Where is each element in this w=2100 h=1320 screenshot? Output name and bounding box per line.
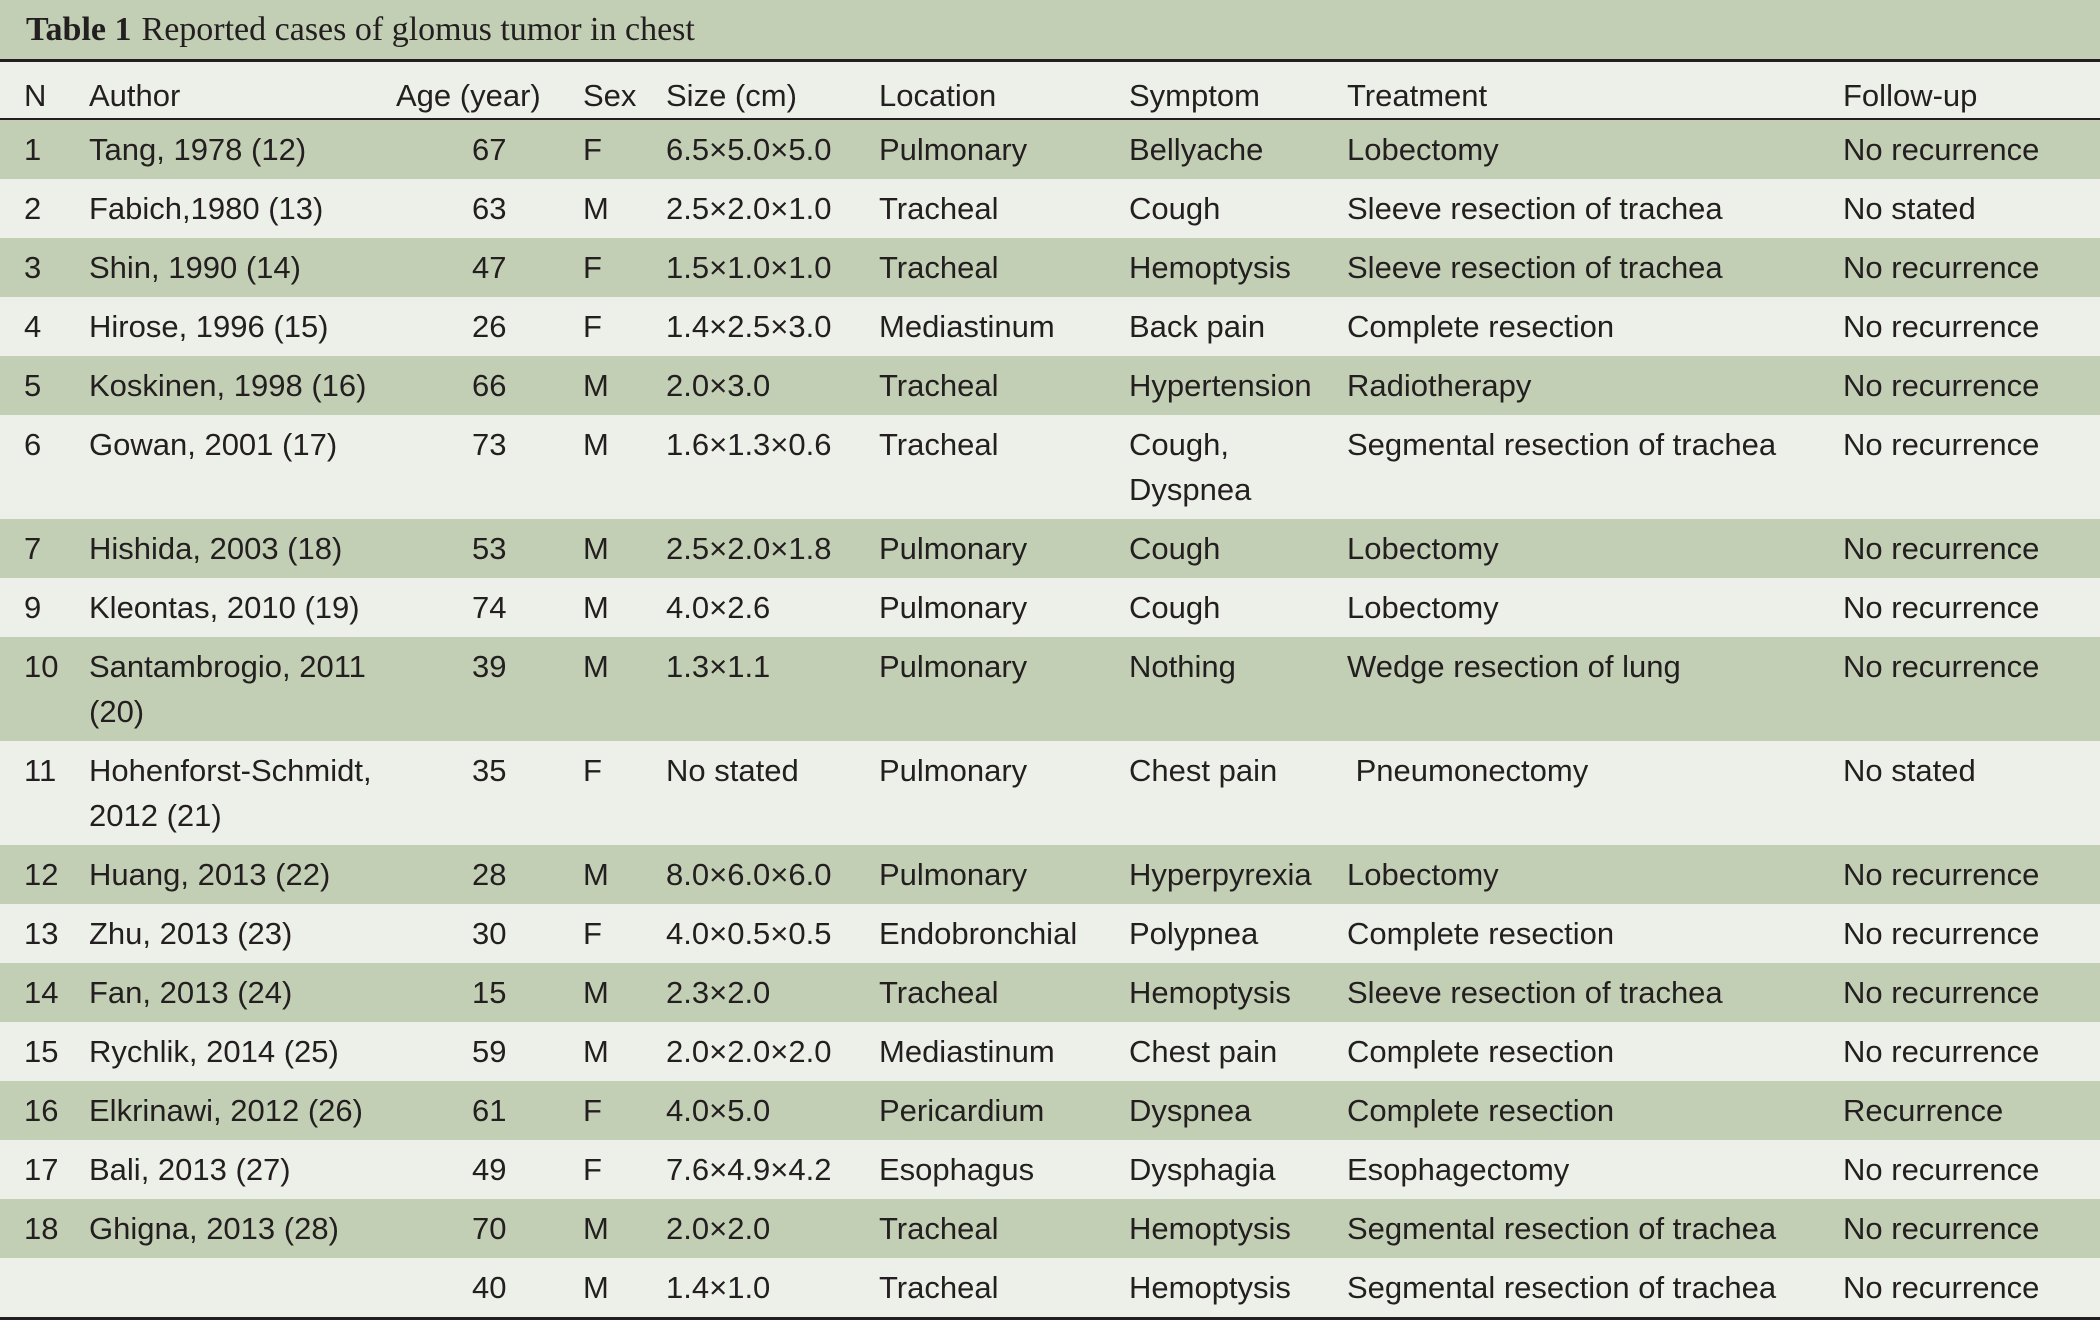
cell-symptom: Cough bbox=[1129, 578, 1347, 637]
cell-size: 7.6×4.9×4.2 bbox=[666, 1140, 879, 1199]
cell-author: Gowan, 2001 (17) bbox=[89, 415, 396, 519]
cell-age: 70 bbox=[396, 1199, 583, 1258]
cell-age: 39 bbox=[396, 637, 583, 741]
cell-size: 8.0×6.0×6.0 bbox=[666, 845, 879, 904]
cell-n: 7 bbox=[0, 519, 89, 578]
cell-symptom: Hemoptysis bbox=[1129, 963, 1347, 1022]
cell-follow-up: No recurrence bbox=[1843, 1022, 2100, 1081]
cell-author: Hohenforst-Schmidt, 2012 (21) bbox=[89, 741, 396, 845]
cell-sex: F bbox=[583, 297, 666, 356]
cell-size: 2.0×3.0 bbox=[666, 356, 879, 415]
cell-treatment: Lobectomy bbox=[1347, 119, 1843, 179]
cell-location: Endobronchial bbox=[879, 904, 1129, 963]
cell-location: Tracheal bbox=[879, 1199, 1129, 1258]
cell-sex: M bbox=[583, 1022, 666, 1081]
cell-follow-up: No recurrence bbox=[1843, 356, 2100, 415]
cell-symptom: Cough bbox=[1129, 179, 1347, 238]
cell-sex: M bbox=[583, 578, 666, 637]
cell-follow-up: No stated bbox=[1843, 741, 2100, 845]
cell-sex: M bbox=[583, 1199, 666, 1258]
cell-size: 1.5×1.0×1.0 bbox=[666, 238, 879, 297]
cell-follow-up: No recurrence bbox=[1843, 119, 2100, 179]
cell-treatment: Complete resection bbox=[1347, 1022, 1843, 1081]
cell-treatment: Complete resection bbox=[1347, 297, 1843, 356]
cell-n: 9 bbox=[0, 578, 89, 637]
cell-age: 74 bbox=[396, 578, 583, 637]
table-row bbox=[0, 904, 2100, 963]
cell-symptom: Polypnea bbox=[1129, 904, 1347, 963]
table-row bbox=[0, 1199, 2100, 1258]
cell-sex: F bbox=[583, 1081, 666, 1140]
cell-sex: F bbox=[583, 1140, 666, 1199]
cell-location: Pulmonary bbox=[879, 119, 1129, 179]
cell-author: Ghigna, 2013 (28) bbox=[89, 1199, 396, 1258]
table-row bbox=[0, 179, 2100, 238]
cell-age: 47 bbox=[396, 238, 583, 297]
cell-sex: M bbox=[583, 519, 666, 578]
cell-n: 18 bbox=[0, 1199, 89, 1258]
cell-size: 2.5×2.0×1.0 bbox=[666, 179, 879, 238]
cell-follow-up: No recurrence bbox=[1843, 904, 2100, 963]
cell-n: 12 bbox=[0, 845, 89, 904]
cell-symptom: Cough, Dyspnea bbox=[1129, 415, 1347, 519]
cell-sex: M bbox=[583, 845, 666, 904]
cell-size: 1.6×1.3×0.6 bbox=[666, 415, 879, 519]
cell-size: No stated bbox=[666, 741, 879, 845]
cell-follow-up: No recurrence bbox=[1843, 578, 2100, 637]
cell-follow-up: No recurrence bbox=[1843, 845, 2100, 904]
cell-location: Tracheal bbox=[879, 415, 1129, 519]
cell-author: Santambrogio, 2011 (20) bbox=[89, 637, 396, 741]
cell-treatment: Complete resection bbox=[1347, 904, 1843, 963]
table-caption-text: Reported cases of glomus tumor in chest bbox=[141, 10, 695, 48]
cell-location: Pulmonary bbox=[879, 519, 1129, 578]
cell-location: Esophagus bbox=[879, 1140, 1129, 1199]
cell-size: 4.0×5.0 bbox=[666, 1081, 879, 1140]
table-row bbox=[0, 297, 2100, 356]
cell-symptom: Nothing bbox=[1129, 637, 1347, 741]
cell-age: 53 bbox=[396, 519, 583, 578]
cell-author: Rychlik, 2014 (25) bbox=[89, 1022, 396, 1081]
cell-n: 13 bbox=[0, 904, 89, 963]
cell-age: 26 bbox=[396, 297, 583, 356]
cell-follow-up: No recurrence bbox=[1843, 963, 2100, 1022]
cell-sex: F bbox=[583, 119, 666, 179]
table-row bbox=[0, 578, 2100, 637]
cell-size: 1.3×1.1 bbox=[666, 637, 879, 741]
cell-author: Shin, 1990 (14) bbox=[89, 238, 396, 297]
cell-size: 2.5×2.0×1.8 bbox=[666, 519, 879, 578]
cell-n: 5 bbox=[0, 356, 89, 415]
cell-location: Pulmonary bbox=[879, 741, 1129, 845]
cell-author: Tang, 1978 (12) bbox=[89, 119, 396, 179]
cell-treatment: Complete resection bbox=[1347, 1081, 1843, 1140]
cell-author: Koskinen, 1998 (16) bbox=[89, 356, 396, 415]
table-row bbox=[0, 119, 2100, 179]
cell-symptom: Chest pain bbox=[1129, 741, 1347, 845]
cell-treatment: Sleeve resection of trachea bbox=[1347, 179, 1843, 238]
cell-symptom: Hemoptysis bbox=[1129, 238, 1347, 297]
cell-treatment: Wedge resection of lung bbox=[1347, 637, 1843, 741]
cell-symptom: Dysphagia bbox=[1129, 1140, 1347, 1199]
cell-n: 11 bbox=[0, 741, 89, 845]
col-header-treatment: Treatment bbox=[1347, 62, 1843, 119]
cell-sex: F bbox=[583, 741, 666, 845]
cell-follow-up: No recurrence bbox=[1843, 297, 2100, 356]
cell-follow-up: No recurrence bbox=[1843, 1258, 2100, 1319]
cell-size: 2.3×2.0 bbox=[666, 963, 879, 1022]
col-header-author: Author bbox=[89, 62, 396, 119]
cell-sex: M bbox=[583, 963, 666, 1022]
cell-symptom: Hypertension bbox=[1129, 356, 1347, 415]
cell-author: Hishida, 2003 (18) bbox=[89, 519, 396, 578]
cell-age: 28 bbox=[396, 845, 583, 904]
table-row bbox=[0, 1140, 2100, 1199]
cell-symptom: Dyspnea bbox=[1129, 1081, 1347, 1140]
cell-age: 35 bbox=[396, 741, 583, 845]
cell-author bbox=[89, 1258, 396, 1319]
cell-symptom: Back pain bbox=[1129, 297, 1347, 356]
table-row bbox=[0, 519, 2100, 578]
cell-n: 14 bbox=[0, 963, 89, 1022]
cell-follow-up: No recurrence bbox=[1843, 415, 2100, 519]
cell-sex: M bbox=[583, 356, 666, 415]
cell-size: 1.4×1.0 bbox=[666, 1258, 879, 1319]
cell-author: Fabich,1980 (13) bbox=[89, 179, 396, 238]
cell-location: Pulmonary bbox=[879, 578, 1129, 637]
cell-n: 3 bbox=[0, 238, 89, 297]
table-row bbox=[0, 637, 2100, 741]
cell-location: Mediastinum bbox=[879, 297, 1129, 356]
cell-age: 66 bbox=[396, 356, 583, 415]
cell-author: Huang, 2013 (22) bbox=[89, 845, 396, 904]
cell-n bbox=[0, 1258, 89, 1319]
cell-symptom: Bellyache bbox=[1129, 119, 1347, 179]
col-header-follow-up: Follow-up bbox=[1843, 62, 2100, 119]
cell-size: 4.0×0.5×0.5 bbox=[666, 904, 879, 963]
cell-follow-up: No recurrence bbox=[1843, 637, 2100, 741]
cell-treatment: Sleeve resection of trachea bbox=[1347, 238, 1843, 297]
cell-size: 2.0×2.0×2.0 bbox=[666, 1022, 879, 1081]
cell-symptom: Cough bbox=[1129, 519, 1347, 578]
cell-author: Zhu, 2013 (23) bbox=[89, 904, 396, 963]
cell-size: 6.5×5.0×5.0 bbox=[666, 119, 879, 179]
cell-location: Pericardium bbox=[879, 1081, 1129, 1140]
cell-sex: M bbox=[583, 179, 666, 238]
cell-sex: M bbox=[583, 415, 666, 519]
cell-location: Tracheal bbox=[879, 179, 1129, 238]
table-row bbox=[0, 356, 2100, 415]
cell-treatment: Pneumonectomy bbox=[1347, 741, 1843, 845]
col-header-sex: Sex bbox=[583, 62, 666, 119]
cell-n: 16 bbox=[0, 1081, 89, 1140]
cell-symptom: Hyperpyrexia bbox=[1129, 845, 1347, 904]
cell-treatment: Radiotherapy bbox=[1347, 356, 1843, 415]
cell-age: 49 bbox=[396, 1140, 583, 1199]
table-row bbox=[0, 1258, 2100, 1319]
col-header-location: Location bbox=[879, 62, 1129, 119]
cell-follow-up: No recurrence bbox=[1843, 519, 2100, 578]
cell-size: 1.4×2.5×3.0 bbox=[666, 297, 879, 356]
table-caption bbox=[0, 0, 2100, 59]
col-header-age: Age (year) bbox=[396, 62, 583, 119]
cell-age: 59 bbox=[396, 1022, 583, 1081]
cell-author: Kleontas, 2010 (19) bbox=[89, 578, 396, 637]
cell-follow-up: Recurrence bbox=[1843, 1081, 2100, 1140]
cell-age: 63 bbox=[396, 179, 583, 238]
cell-author: Bali, 2013 (27) bbox=[89, 1140, 396, 1199]
cell-treatment: Lobectomy bbox=[1347, 578, 1843, 637]
cell-n: 15 bbox=[0, 1022, 89, 1081]
cell-follow-up: No recurrence bbox=[1843, 238, 2100, 297]
cell-size: 2.0×2.0 bbox=[666, 1199, 879, 1258]
cell-follow-up: No recurrence bbox=[1843, 1140, 2100, 1199]
table-row bbox=[0, 1022, 2100, 1081]
cell-location: Mediastinum bbox=[879, 1022, 1129, 1081]
cell-author: Hirose, 1996 (15) bbox=[89, 297, 396, 356]
table-row bbox=[0, 741, 2100, 845]
table-row bbox=[0, 238, 2100, 297]
cell-n: 17 bbox=[0, 1140, 89, 1199]
cell-author: Elkrinawi, 2012 (26) bbox=[89, 1081, 396, 1140]
cell-age: 15 bbox=[396, 963, 583, 1022]
cell-n: 10 bbox=[0, 637, 89, 741]
cases-table bbox=[0, 62, 2100, 1320]
cell-sex: M bbox=[583, 1258, 666, 1319]
cell-treatment: Lobectomy bbox=[1347, 845, 1843, 904]
cell-location: Tracheal bbox=[879, 238, 1129, 297]
cell-location: Pulmonary bbox=[879, 637, 1129, 741]
cell-age: 73 bbox=[396, 415, 583, 519]
cell-treatment: Sleeve resection of trachea bbox=[1347, 963, 1843, 1022]
table-row bbox=[0, 1081, 2100, 1140]
table-row bbox=[0, 415, 2100, 519]
cell-age: 40 bbox=[396, 1258, 583, 1319]
cell-sex: F bbox=[583, 238, 666, 297]
cell-location: Tracheal bbox=[879, 356, 1129, 415]
cell-n: 6 bbox=[0, 415, 89, 519]
cell-treatment: Segmental resection of trachea bbox=[1347, 1258, 1843, 1319]
cell-n: 2 bbox=[0, 179, 89, 238]
cell-location: Pulmonary bbox=[879, 845, 1129, 904]
cell-location: Tracheal bbox=[879, 1258, 1129, 1319]
cell-age: 30 bbox=[396, 904, 583, 963]
cell-location: Tracheal bbox=[879, 963, 1129, 1022]
cell-author: Fan, 2013 (24) bbox=[89, 963, 396, 1022]
cell-treatment: Lobectomy bbox=[1347, 519, 1843, 578]
cell-follow-up: No recurrence bbox=[1843, 1199, 2100, 1258]
cell-age: 61 bbox=[396, 1081, 583, 1140]
col-header-symptom: Symptom bbox=[1129, 62, 1347, 119]
cell-treatment: Segmental resection of trachea bbox=[1347, 415, 1843, 519]
cell-symptom: Hemoptysis bbox=[1129, 1258, 1347, 1319]
cell-n: 4 bbox=[0, 297, 89, 356]
cell-treatment: Esophagectomy bbox=[1347, 1140, 1843, 1199]
cell-age: 67 bbox=[396, 119, 583, 179]
table-row bbox=[0, 845, 2100, 904]
cell-sex: F bbox=[583, 904, 666, 963]
table-caption-label: Table 1 bbox=[26, 10, 132, 48]
cell-n: 1 bbox=[0, 119, 89, 179]
cell-treatment: Segmental resection of trachea bbox=[1347, 1199, 1843, 1258]
cell-sex: M bbox=[583, 637, 666, 741]
cell-size: 4.0×2.6 bbox=[666, 578, 879, 637]
cell-follow-up: No stated bbox=[1843, 179, 2100, 238]
col-header-n: N bbox=[0, 62, 89, 119]
table-row bbox=[0, 963, 2100, 1022]
cell-symptom: Hemoptysis bbox=[1129, 1199, 1347, 1258]
cell-symptom: Chest pain bbox=[1129, 1022, 1347, 1081]
header-row bbox=[0, 62, 2100, 119]
col-header-size: Size (cm) bbox=[666, 62, 879, 119]
